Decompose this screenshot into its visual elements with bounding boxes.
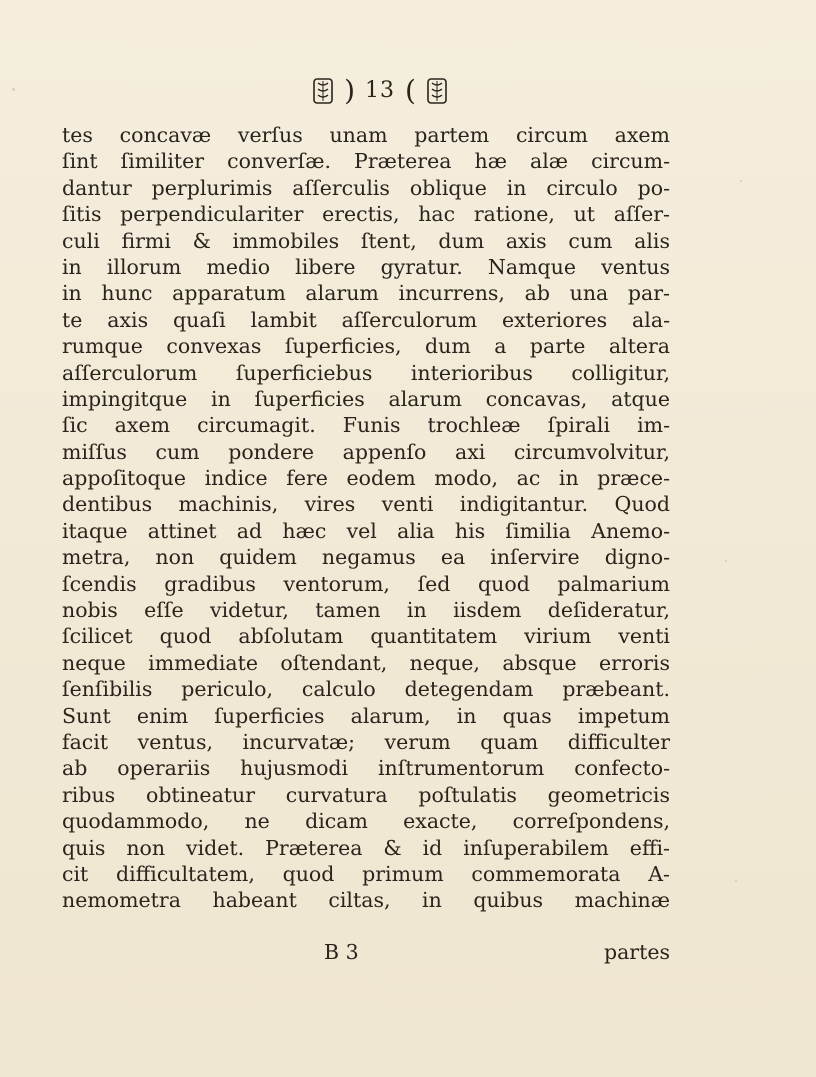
text-line: itaque attinet ad hæc vel alia his ſimilia Anemo- bbox=[62, 518, 670, 543]
text-line: miſſus cum pondere appenſo axi circumvolvitur, bbox=[62, 439, 670, 464]
header-bracket-right: ( bbox=[405, 74, 416, 107]
text-line: appoſitoque indice fere eodem modo, ac in præce- bbox=[62, 466, 670, 491]
catchword: partes bbox=[603, 940, 670, 964]
text-line: impingitque in ſuperficies alarum concavas, atque bbox=[62, 386, 670, 411]
body-text bbox=[62, 122, 670, 914]
text-line: nemometra habeant ciltas, in quibus machinæ bbox=[62, 888, 670, 913]
text-line: ſitis perpendiculariter erectis, hac ratione, ut aſſer- bbox=[62, 202, 670, 227]
text-line: ſcilicet quod abſolutam quantitatem virium venti bbox=[62, 624, 670, 649]
text-line: quodammodo, ne dicam exacte, correſpondens, bbox=[62, 809, 670, 834]
page-header bbox=[270, 74, 490, 108]
page-footer bbox=[62, 940, 670, 968]
header-bracket-left: ) bbox=[344, 74, 355, 107]
text-line: in hunc apparatum alarum incurrens, ab una par- bbox=[62, 281, 670, 306]
text-line: ſenſibilis periculo, calculo detegendam præbeant. bbox=[62, 677, 670, 702]
text-line: ribus obtineatur curvatura poſtulatis geometricis bbox=[62, 782, 670, 807]
signature-mark: B 3 bbox=[324, 940, 359, 964]
page-number: 13 bbox=[365, 78, 395, 103]
text-line: nobis eſſe videtur, tamen in iisdem deſideratur, bbox=[62, 598, 670, 623]
fleuron-right-icon bbox=[426, 76, 448, 106]
text-line: Sunt enim ſuperficies alarum, in quas impetum bbox=[62, 703, 670, 728]
text-line: rumque convexas ſuperficies, dum a parte altera bbox=[62, 334, 670, 359]
text-line: ſcendis gradibus ventorum, ſed quod palmarium bbox=[62, 571, 670, 596]
text-line: quis non videt. Præterea & id inſuperabilem effi- bbox=[62, 835, 670, 860]
paper-speck bbox=[740, 180, 742, 182]
text-line: aſſerculorum ſuperficiebus interioribus colligitur, bbox=[62, 360, 670, 385]
paper-speck bbox=[725, 560, 727, 562]
text-line: facit ventus, incurvatæ; verum quam difficulter bbox=[62, 729, 670, 754]
text-line: dantur perplurimis aſſerculis oblique in circulo po- bbox=[62, 175, 670, 200]
fleuron-left-icon bbox=[312, 76, 334, 106]
text-line: ab operariis hujusmodi inſtrumentorum confecto- bbox=[62, 756, 670, 781]
text-line: ſint ſimiliter converſæ. Præterea hæ alæ circum- bbox=[62, 149, 670, 174]
text-line: metra, non quidem negamus ea inſervire digno- bbox=[62, 545, 670, 570]
text-line: tes concavæ verſus unam partem circum axem bbox=[62, 123, 670, 147]
text-line: dentibus machinis, vires venti indigitantur. Quod bbox=[62, 492, 670, 517]
text-line: neque immediate oſtendant, neque, absque erroris bbox=[62, 650, 670, 675]
text-line: culi firmi & immobiles ſtent, dum axis cum alis bbox=[62, 228, 670, 253]
paper-speck bbox=[735, 880, 737, 882]
text-line: cit difficultatem, quod primum commemorata A- bbox=[62, 861, 670, 886]
paper-speck bbox=[12, 88, 15, 91]
text-line: te axis quaſi lambit aſſerculorum exteriores ala- bbox=[62, 307, 670, 332]
text-line: ſic axem circumagit. Funis trochleæ ſpirali im- bbox=[62, 413, 670, 438]
text-line: in illorum medio libere gyratur. Namque ventus bbox=[62, 254, 670, 279]
